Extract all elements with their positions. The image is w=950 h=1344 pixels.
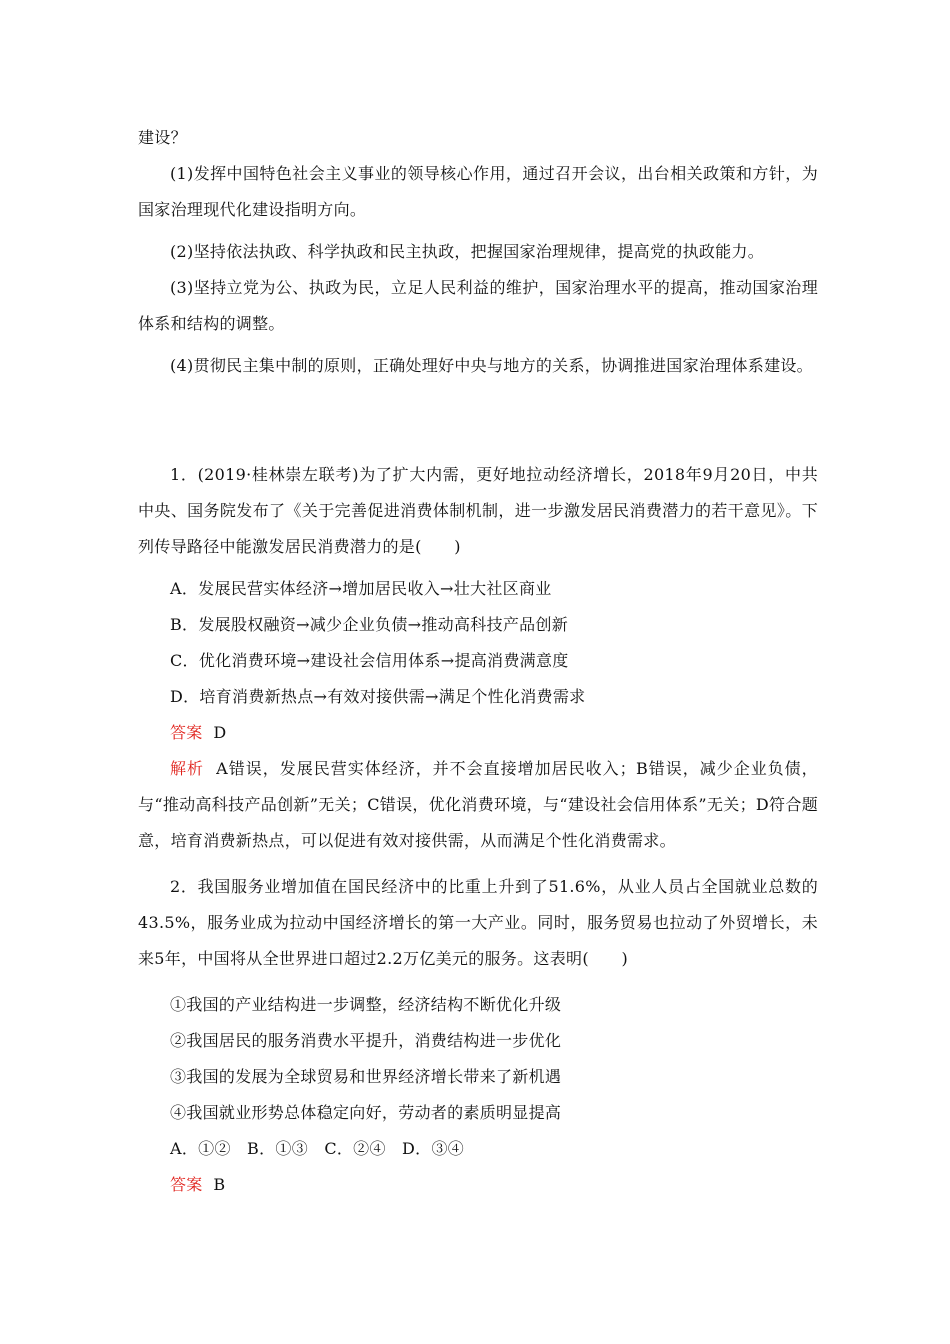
intro-point-4: (4)贯彻民主集中制的原则，正确处理好中央与地方的关系，协调推进国家治理体系建设。: [170, 356, 813, 375]
question-1-stem: 1．(2019·桂林崇左联考)为了扩大内需，更好地拉动经济增长，2018年9月20日，中共中央、国务院发布了《关于完善促进消费体制机制，进一步激发居民消费潜力的若干意见》。下列传导路径中能激发居民消费潜力的是( ): [138, 465, 818, 556]
question-2-statement-3: ③我国的发展为全球贸易和世界经济增长带来了新机遇: [170, 1067, 562, 1086]
question-2-statement-1: ①我国的产业结构进一步调整，经济结构不断优化升级: [170, 995, 562, 1014]
intro-point-3: (3)坚持立党为公、执政为民，立足人民利益的维护，国家治理水平的提高，推动国家治理体系和结构的调整。: [138, 278, 818, 333]
intro-point-2: (2)坚持依法执政、科学执政和民主执政，把握国家治理规律，提高党的执政能力。: [170, 242, 765, 261]
answer-value: B: [213, 1175, 226, 1194]
question-1-option-b: B．发展股权融资→减少企业负债→推动高科技产品创新: [170, 615, 569, 634]
question-1-option-d: D．培育消费新热点→有效对接供需→满足个性化消费需求: [170, 687, 586, 706]
answer-value: D: [213, 723, 227, 742]
question-2-statement-2: ②我国居民的服务消费水平提升，消费结构进一步优化: [170, 1031, 562, 1050]
question-1-option-c: C．优化消费环境→建设社会信用体系→提高消费满意度: [170, 651, 569, 670]
intro-point-1: (1)发挥中国特色社会主义事业的领导核心作用，通过召开会议，出台相关政策和方针，为国家治理现代化建设指明方向。: [138, 164, 818, 219]
question-2-statement-4: ④我国就业形势总体稳定向好，劳动者的素质明显提高: [170, 1103, 562, 1122]
question-2-options: A．①② B．①③ C．②④ D．③④: [170, 1139, 465, 1158]
analysis-label: 解析: [170, 759, 204, 778]
answer-label: 答案: [170, 1175, 203, 1194]
question-2-stem: 2．我国服务业增加值在国民经济中的比重上升到了51.6%，从业人员占全国就业总数的43.5%，服务业成为拉动中国经济增长的第一大产业。同时，服务贸易也拉动了外贸增长，未来5年，中国将从全世界进口超过2.2万亿美元的服务。这表明( ): [138, 877, 818, 968]
question-1-option-a: A．发展民营实体经济→增加居民收入→壮大社区商业: [170, 579, 552, 598]
question-1-analysis: [138, 751, 818, 859]
analysis-text: A错误，发展民营实体经济，并不会直接增加居民收入；B错误，减少企业负债，与“推动高科技产品创新”无关；C错误，优化消费环境，与“建设社会信用体系”无关；D符合题意，培育消费新热点，可以促进有效对接供需，从而满足个性化消费需求。: [138, 759, 818, 850]
question-1-answer: [170, 715, 227, 751]
answer-label: 答案: [170, 723, 203, 742]
question-2-answer: [170, 1167, 225, 1203]
intro-tail: 建设？: [138, 128, 187, 147]
